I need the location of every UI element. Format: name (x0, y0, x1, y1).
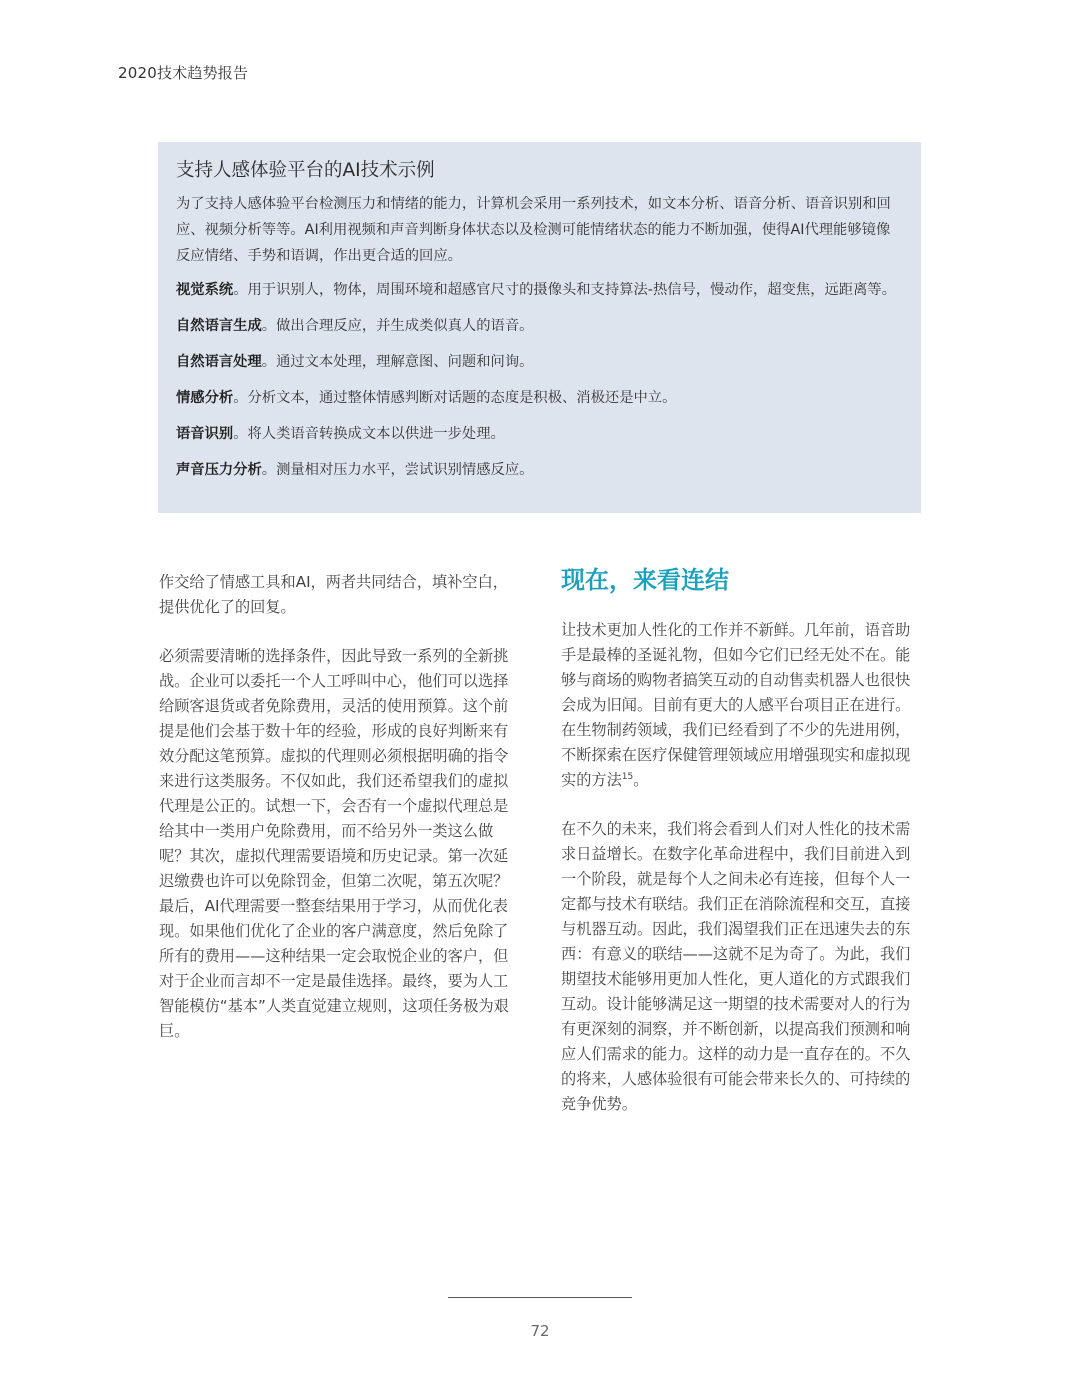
sidebar-item-term: 自然语言处理 (176, 354, 262, 370)
footer-divider (448, 1297, 632, 1298)
sidebar-item-term: 视觉系统 (176, 282, 234, 298)
paragraph-text-end: 。 (633, 771, 649, 789)
running-header: 2020技术趋势报告 (118, 64, 249, 82)
sidebar-item-text: 。将人类语音转换成文本以供进一步处理。 (233, 426, 505, 442)
sidebar-item-text: 。通过文本处理，理解意图、问题和问询。 (261, 354, 534, 370)
sidebar-item-speech-recognition (176, 421, 903, 447)
ai-techniques-sidebar-box (158, 142, 921, 513)
sidebar-item-sentiment (176, 385, 903, 411)
sidebar-item-term: 自然语言生成 (176, 318, 262, 334)
sidebar-item-text: 。用于识别人，物体，周围环境和超感官尺寸的摄像头和支持算法-热信号，慢动作，超变焦，远距离等。 (233, 282, 896, 298)
sidebar-item-vision (176, 277, 903, 303)
sidebar-item-voice-stress (176, 457, 903, 483)
body-paragraph: 在不久的未来，我们将会看到人们对人性化的技术需求日益增长。在数字化革命进程中，我们目前进入到一个阶段，就是每个人之间未必有连接，但每个人一定都与技术有联结。我们正在消除流程和交互，直接与机器互动。因此，我们渴望我们正在迅速失去的东西：有意义的联结——这就不足为奇了。为此，我们期望技术能够用更加人性化，更人道化的方式跟我们互动。设计能够满足这一期望的技术需要对人的行为有更深刻的洞察，并不断创新，以提高我们预测和响应人们需求的能力。这样的动力是一直存在的。不久的将来，人感体验很有可能会带来长久的、可持续的竞争优势。 (561, 820, 911, 1113)
sidebar-item-text: 。测量相对压力水平，尝试识别情感反应。 (261, 462, 534, 478)
left-text-column (159, 570, 513, 1068)
sidebar-item-term: 情感分析 (176, 390, 234, 406)
body-paragraph: 必须需要清晰的选择条件，因此导致一系列的全新挑战。企业可以委托一个人工呼叫中心，他们可以选择给顾客退货或者免除费用，灵活的使用预算。这个前提是他们会基于数十年的经验，形成的良好判断来有效分配这笔预算。虚拟的代理则必须根据明确的指令来进行这类服务。不仅如此，我们还希望我们的虚拟代理是公正的。试想一下，会否有一个虚拟代理总是给其中一类用户免除费用，而不给另外一类这么做呢？其次，虚拟代理需要语境和历史记录。第一次延迟缴费也许可以免除罚金，但第二次呢，第五次呢？最后，AI代理需要一整套结果用于学习，从而优化表现。如果他们优化了企业的客户满意度，然后免除了所有的费用——这种结果一定会取悦企业的客户，但对于企业而言却不一定是最佳选择。最终，要为人工智能模仿“基本”人类直觉建立规则，这项任务极为艰巨。 (159, 647, 509, 1040)
footnote-reference[interactable]: 15 (621, 771, 634, 782)
sidebar-item-term: 语音识别 (176, 426, 234, 442)
section-heading: 现在，来看连结 (561, 566, 729, 594)
sidebar-item-text: 。分析文本，通过整体情感判断对话题的态度是积极、消极还是中立。 (233, 390, 677, 406)
sidebar-box-intro: 为了支持人感体验平台检测压力和情绪的能力，计算机会采用一系列技术，如文本分析、语音分析、语音识别和回应、视频分析等等。AI利用视频和声音判断身体状态以及检测可能情绪状态的能力不断加强，使得AI代理能够镜像反应情绪、手势和语调，作出更合适的回应。 (176, 196, 891, 264)
sidebar-item-nlp (176, 349, 903, 375)
sidebar-item-term: 声音压力分析 (176, 462, 262, 478)
paragraph-text: 让技术更加人性化的工作并不新鲜。几年前，语音助手是最棒的圣诞礼物，但如今它们已经无处不在。能够与商场的购物者搞笑互动的自动售卖机器人也很快会成为旧闻。目前有更大的人感平台项目正在进行。在生物制药领域，我们已经看到了不少的先进用例，不断探索在医疗保健管理领域应用增强现实和虚拟现实的方法 (561, 621, 911, 789)
body-paragraph (561, 618, 915, 793)
sidebar-box-title: 支持人感体验平台的AI技术示例 (176, 160, 435, 181)
right-text-column (561, 562, 915, 1141)
body-paragraph: 作交给了情感工具和AI，两者共同结合，填补空白，提供优化了的回复。 (159, 573, 508, 616)
sidebar-item-nlg (176, 313, 903, 339)
sidebar-item-text: 。做出合理反应，并生成类似真人的语音。 (261, 318, 534, 334)
page-number: 72 (530, 1322, 550, 1340)
